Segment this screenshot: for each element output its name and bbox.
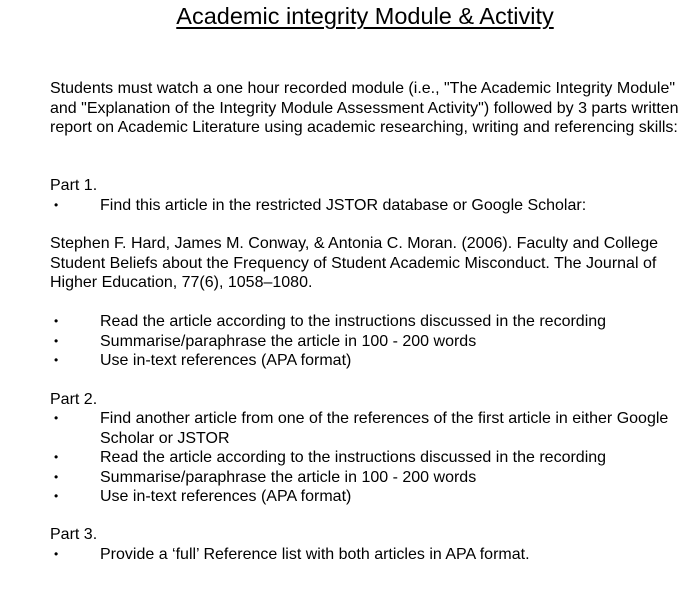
list-item [50, 487, 690, 507]
bullet-icon: • [54, 469, 59, 484]
bullet-icon: • [54, 547, 59, 561]
list-item [50, 332, 690, 352]
bullet-icon: • [54, 411, 59, 425]
step-text: Use in-text references (APA format) [100, 352, 352, 369]
part-2-steps-list [50, 409, 690, 507]
part-1-label: Part 1. [50, 177, 98, 194]
bullet-icon: • [54, 314, 59, 328]
list-item [50, 545, 690, 565]
page-title: Academic integrity Module & Activity [176, 3, 554, 29]
bullet-icon: • [54, 450, 59, 464]
part-3-label: Part 3. [50, 526, 98, 543]
step-text: Find another article from one of the references of the first article in either Google Scholar or JSTOR [100, 410, 669, 447]
bullet-icon: • [54, 198, 59, 212]
part-3-steps-list [50, 545, 690, 565]
part-2-label: Part 2. [50, 391, 98, 408]
list-item [50, 409, 690, 448]
step-text: Summarise/paraphrase the article in 100 - 200 words [100, 332, 477, 350]
part-1-find-list [50, 196, 690, 216]
article-citation: Stephen F. Hard, James M. Conway, & Antonia C. Moran. (2006). Faculty and College Student Beliefs about the Frequency of Student Academic Misconduct. The Journal of Higher Education, 77(6), 1058–1080. [50, 235, 658, 291]
part-1-find-text: Find this article in the restricted JSTOR database or Google Scholar: [100, 197, 587, 214]
step-text: Provide a ‘full’ Reference list with both articles in APA format. [100, 546, 530, 563]
step-text: Summarise/paraphrase the article in 100 - 200 words [100, 468, 477, 486]
bullet-icon: • [54, 333, 59, 348]
bullet-icon: • [54, 353, 59, 367]
step-text: Use in-text references (APA format) [100, 488, 352, 505]
list-item [50, 196, 690, 216]
step-text: Read the article according to the instructions discussed in the recording [100, 313, 607, 330]
bullet-icon: • [54, 489, 59, 503]
list-item [50, 448, 690, 468]
list-item [50, 468, 690, 488]
step-text: Read the article according to the instructions discussed in the recording [100, 449, 607, 466]
part-1-steps-list [50, 312, 690, 371]
list-item [50, 351, 690, 371]
list-item [50, 312, 690, 332]
intro-paragraph: Students must watch a one hour recorded module (i.e., "The Academic Integrity Module" and "Explanation of the Integrity Module Assessment Activity") followed by 3 parts written report on Academic Literature using academic researching, writing and referencing skills: [50, 80, 679, 136]
